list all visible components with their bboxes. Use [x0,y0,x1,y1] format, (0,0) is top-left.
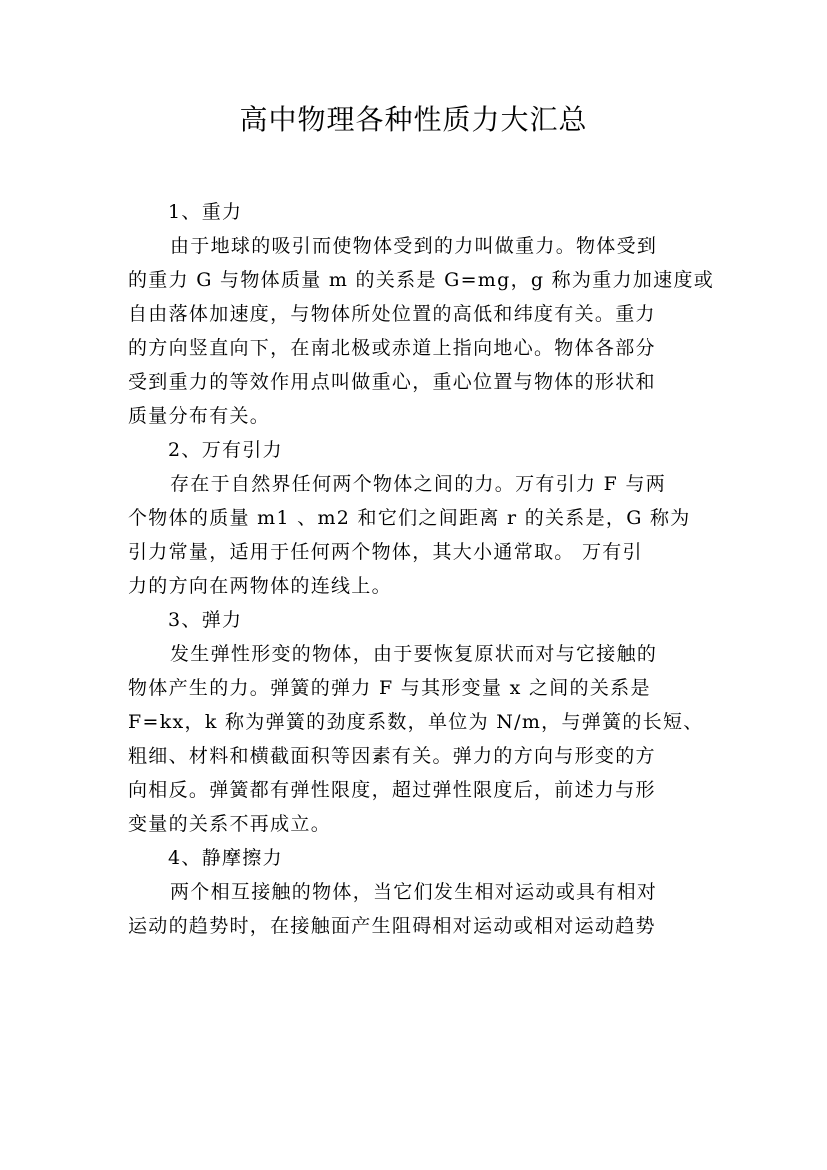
section-paragraph-elastic-force [128,637,703,841]
paragraph-line: 由于地球的吸引而使物体受到的力叫做重力。物体受到 [170,235,658,257]
paragraph-line: 的重力 G 与物体质量 m 的关系是 G=mg，g 称为重力加速度或 [128,269,715,291]
paragraph-line: 向相反。弹簧都有弹性限度，超过弹性限度后，前述力与形 [128,779,656,801]
paragraph-line: 自由落体加速度，与物体所处位置的高低和纬度有关。重力 [128,303,656,325]
paragraph-line: 的方向竖直向下，在南北极或赤道上指向地心。物体各部分 [128,337,656,359]
section-heading-gravitation: 2、万有引力 [168,439,283,461]
section-heading-elastic-force: 3、弹力 [168,609,243,631]
document-title: 高中物理各种性质力大汇总 [239,103,588,136]
section-paragraph-gravitation [128,467,703,603]
paragraph-line: 受到重力的等效作用点叫做重心，重心位置与物体的形状和 [128,371,656,393]
paragraph-line: 变量的关系不再成立。 [128,813,332,835]
paragraph-line: 存在于自然界任何两个物体之间的力。万有引力 F 与两 [170,473,667,495]
section-heading-gravity: 1、重力 [168,201,243,223]
paragraph-line: 质量分布有关。 [128,405,271,427]
paragraph-line: 两个相互接触的物体，当它们发生相对运动或具有相对 [170,881,658,903]
paragraph-line: 运动的趋势时，在接触面产生阻碍相对运动或相对运动趋势 [128,915,656,937]
section-paragraph-gravity [128,229,715,433]
section-heading-static-friction: 4、静摩擦力 [168,847,283,869]
paragraph-line: 粗细、材料和横截面积等因素有关。弹力的方向与形变的方 [128,745,656,767]
document-body [128,195,715,943]
paragraph-line: 发生弹性形变的物体，由于要恢复原状而对与它接触的 [170,643,658,665]
section-paragraph-static-friction [128,875,703,943]
paragraph-line: 引力常量，适用于任何两个物体，其大小通常取。 万有引 [128,541,643,563]
paragraph-line: 物体产生的力。弹簧的弹力 F 与其形变量 x 之间的关系是 [128,677,651,699]
paragraph-line: 个物体的质量 m1 、m2 和它们之间距离 r 的关系是，G 称为 [128,507,691,529]
paragraph-line: F=kx，k 称为弹簧的劲度系数，单位为 N/m，与弹簧的长短、 [128,711,704,733]
paragraph-line: 力的方向在两物体的连线上。 [128,575,392,597]
